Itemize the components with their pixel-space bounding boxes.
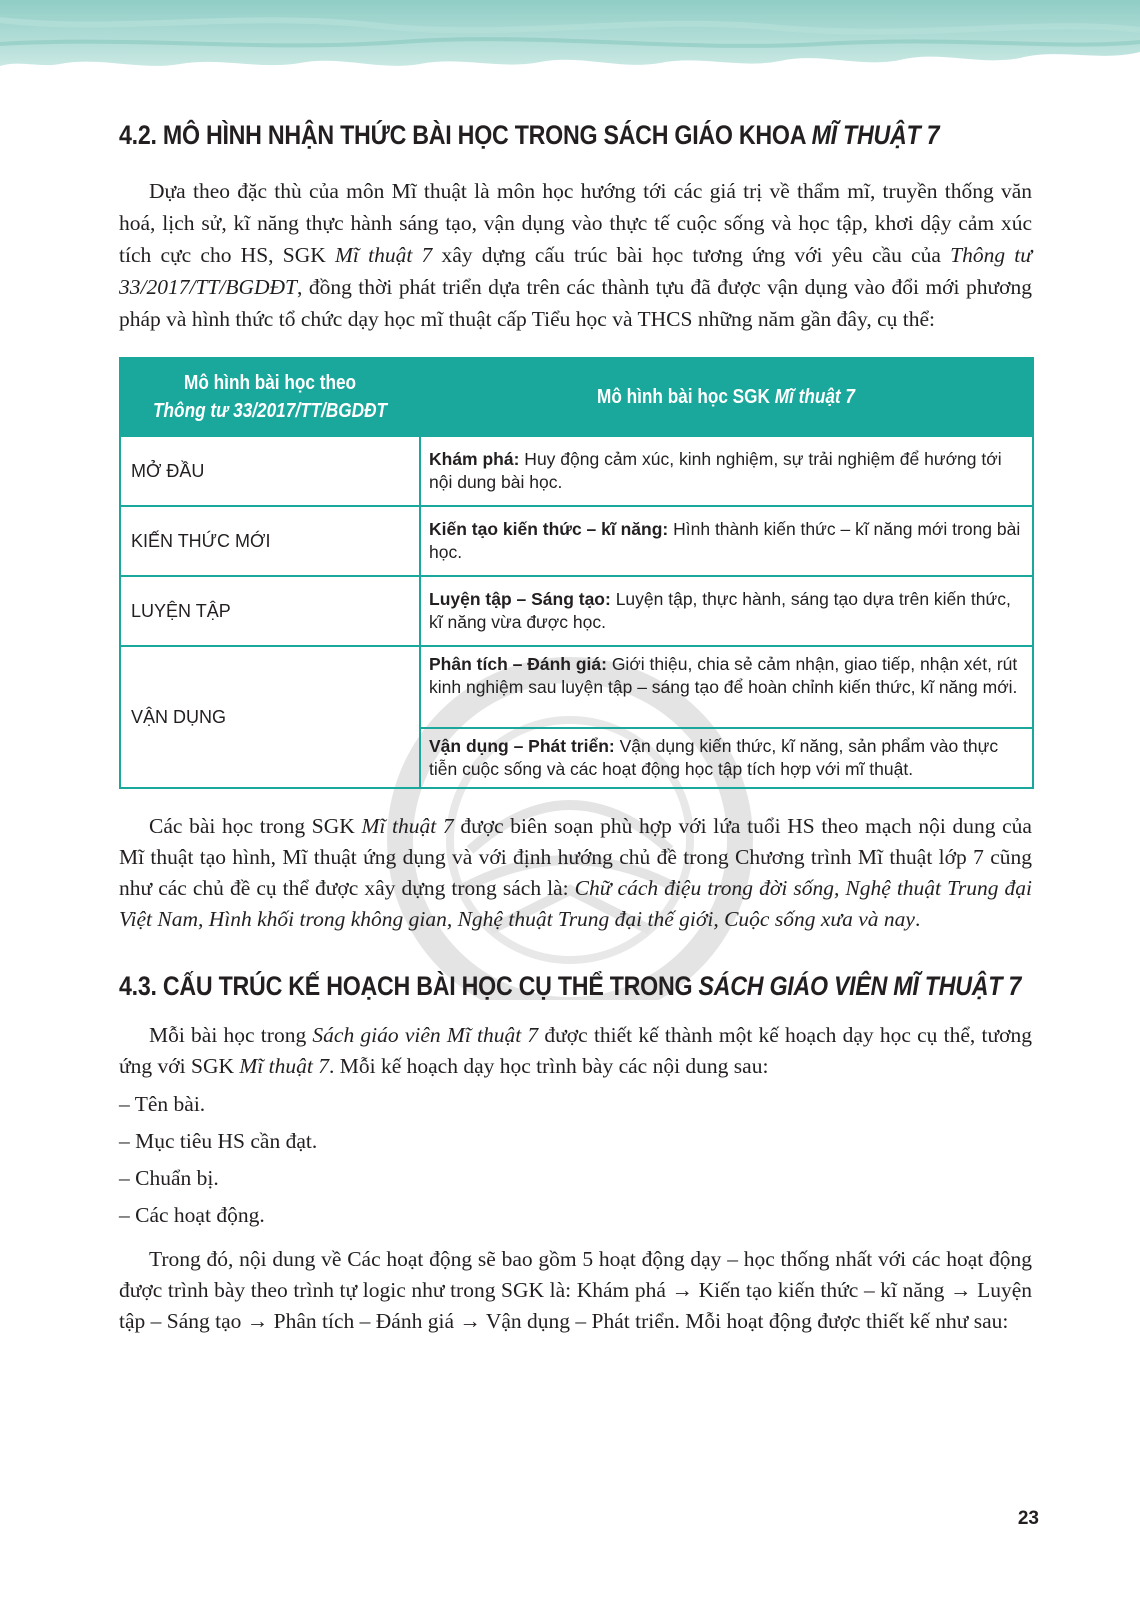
row-description: Luyện tập – Sáng tạo: Luyện tập, thực hành, sáng tạo dựa trên kiến thức, kĩ năng vừa được học.	[420, 576, 1033, 646]
row-label: LUYỆN TẬP	[120, 576, 420, 646]
list-item: – Các hoạt động.	[119, 1203, 265, 1227]
row-label: KIẾN THỨC MỚI	[120, 506, 420, 576]
header-left: Mô hình bài học theo Thông tư 33/2017/TT/BGDĐT	[120, 358, 420, 436]
table-row	[120, 506, 1033, 576]
sub-description: Vận dụng – Phát triển: Vận dụng kiến thức, kĩ năng, sản phẩm vào thực tiễn cuộc sống và các hoạt động học tập tích hợp với mĩ thuật.	[421, 727, 1032, 787]
row-description: Khám phá: Huy động cảm xúc, kinh nghiệm, sự trải nghiệm để hướng tới nội dung bài học.	[420, 436, 1033, 506]
table-row	[120, 436, 1033, 506]
section-4-3-closing: Trong đó, nội dung về Các hoạt động sẽ bao gồm 5 hoạt động dạy – học thống nhất với các hoạt động được trình bày theo trình tự logic như trong SGK là: Khám phá → Kiến tạo kiến thức – kĩ năng → Luyện tập – Sáng tạo → Phân tích – Đánh giá → Vận dụng – Phát triển. Mỗi hoạt động được thiết kế như sau:	[119, 1247, 1032, 1333]
table-row	[120, 576, 1033, 646]
page-content	[119, 120, 1032, 1337]
lesson-model-table	[119, 357, 1034, 789]
section-4-2-heading: 4.2. MÔ HÌNH NHẬN THỨC BÀI HỌC TRONG SÁCH GIÁO KHOA MĨ THUẬT 7	[119, 120, 940, 150]
row-label: VẬN DỤNG	[120, 646, 420, 788]
page-number: 23	[1017, 1508, 1039, 1529]
row-description	[420, 646, 1033, 788]
lesson-contents-list	[119, 1086, 1032, 1234]
section-4-2-after: Các bài học trong SGK Mĩ thuật 7 được biên soạn phù hợp với lứa tuổi HS theo mạch nội dung của Mĩ thuật tạo hình, Mĩ thuật ứng dụng và với định hướng chủ đề trong Chương trình Mĩ thuật lớp 7 cũng như các chủ đề cụ thể được xây dựng trong sách là: Chữ cách điệu trong đời sống, Nghệ thuật Trung đại Việt Nam, Hình khối trong không gian, Nghệ thuật Trung đại thế giới, Cuộc sống xưa và nay.	[119, 814, 1033, 931]
row-description: Kiến tạo kiến thức – kĩ năng: Hình thành kiến thức – kĩ năng mới trong bài học.	[420, 506, 1033, 576]
row-label: MỞ ĐẦU	[120, 436, 420, 506]
top-decorative-band	[0, 0, 1140, 80]
table-header-row	[120, 358, 1033, 436]
list-item: – Mục tiêu HS cần đạt.	[119, 1129, 318, 1153]
header-right: Mô hình bài học SGK Mĩ thuật 7	[420, 358, 1033, 436]
list-item: – Tên bài.	[119, 1092, 206, 1116]
list-item: – Chuẩn bị.	[119, 1166, 219, 1190]
sub-description: Phân tích – Đánh giá: Giới thiệu, chia sẻ cảm nhận, giao tiếp, nhận xét, rút kinh nghiệm sau luyện tập – sáng tạo để hoàn chỉnh kiến thức, kĩ năng mới.	[429, 654, 1018, 697]
section-4-3-intro: Mỗi bài học trong Sách giáo viên Mĩ thuật 7 được thiết kế thành một kế hoạch dạy học cụ thể, tương ứng với SGK Mĩ thuật 7. Mỗi kế hoạch dạy học trình bày các nội dung sau:	[119, 1023, 1032, 1078]
section-4-3-heading: 4.3. CẤU TRÚC KẾ HOẠCH BÀI HỌC CỤ THỂ TRONG SÁCH GIÁO VIÊN MĨ THUẬT 7	[119, 971, 1022, 1001]
table-row	[120, 646, 1033, 788]
section-4-2-intro: Dựa theo đặc thù của môn Mĩ thuật là môn học hướng tới các giá trị về thẩm mĩ, truyền thống văn hoá, lịch sử, kĩ năng thực hành sáng tạo, vận dụng vào thực tế cuộc sống và học tập, khơi dậy cảm xúc tích cực cho HS, SGK Mĩ thuật 7 xây dựng cấu trúc bài học tương ứng với yêu cầu của Thông tư 33/2017/TT/BGDĐT, đồng thời phát triển dựa trên các thành tựu đã được vận dụng vào đổi mới phương pháp và hình thức tổ chức dạy học mĩ thuật cấp Tiểu học và THCS những năm gần đây, cụ thể:	[119, 179, 1032, 331]
